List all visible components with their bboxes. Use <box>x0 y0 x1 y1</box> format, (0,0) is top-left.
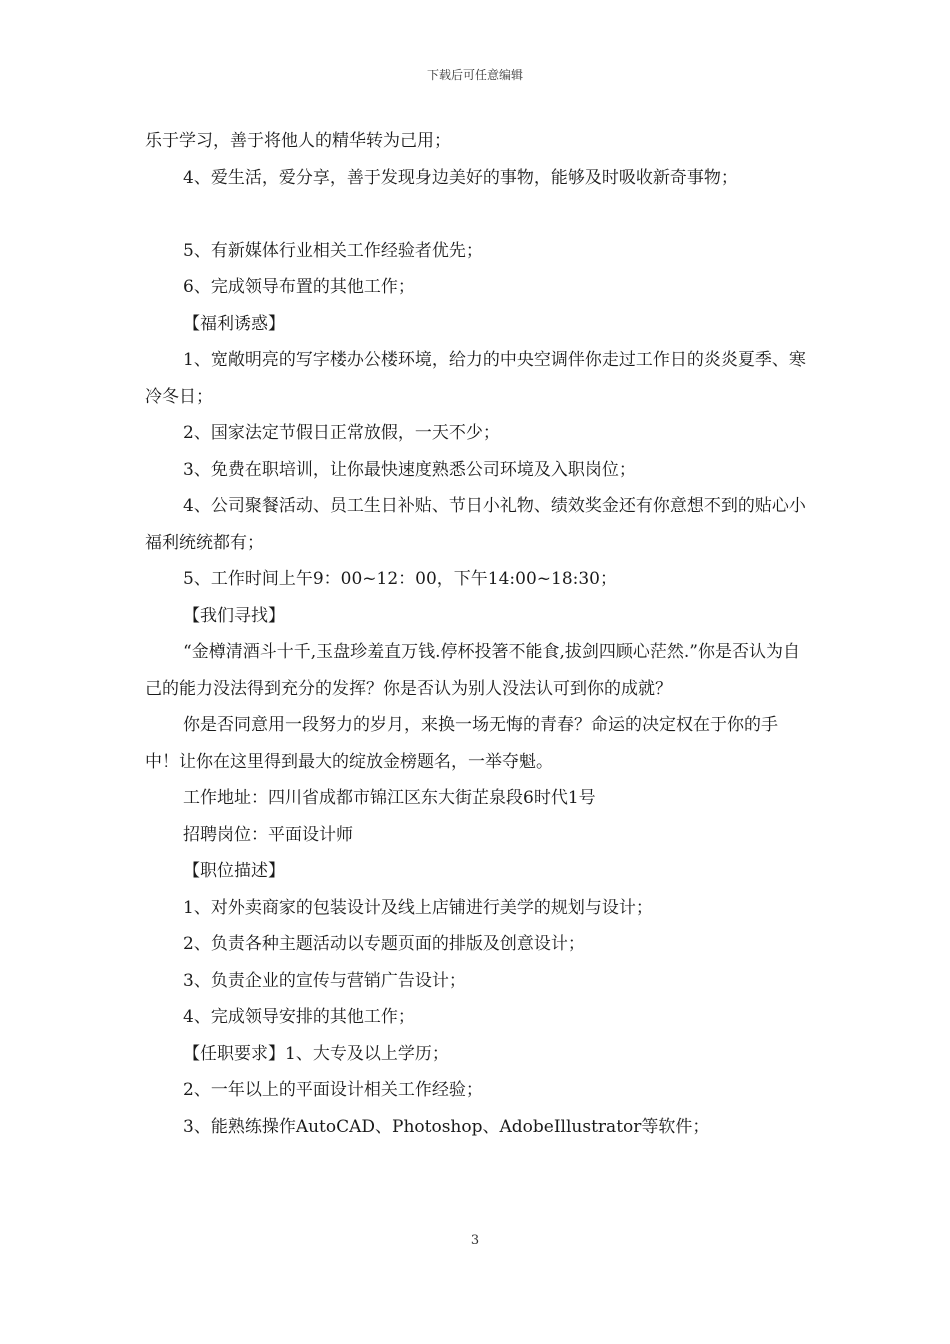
paragraph: 3、能熟练操作AutoCAD、Photoshop、AdobeIllustrator等软件； <box>183 1116 710 1137</box>
paragraph: 5、工作时间上午9：00~12：00，下午14:00~18:30； <box>183 569 617 589</box>
document-body <box>145 123 810 1145</box>
paragraph: 2、国家法定节假日正常放假，一天不少； <box>183 423 500 443</box>
job-position: 招聘岗位：平面设计师 <box>183 824 353 845</box>
section-heading-job-description: 【职位描述】 <box>183 861 285 881</box>
paragraph: 6、完成领导布置的其他工作； <box>183 277 415 297</box>
paragraph: 4、完成领导安排的其他工作； <box>183 1007 415 1027</box>
paragraph: 乐于学习，善于将他人的精华转为己用； <box>145 131 451 151</box>
paragraph: 2、负责各种主题活动以专题页面的排版及创意设计； <box>183 934 585 954</box>
work-address: 工作地址：四川省成都市锦江区东大街芷泉段6时代1号 <box>183 788 596 808</box>
section-heading-we-seek: 【我们寻找】 <box>183 605 285 626</box>
page-header: 下载后可任意编辑 <box>426 68 523 82</box>
paragraph: 2、一年以上的平面设计相关工作经验； <box>183 1080 483 1100</box>
paragraph: 你是否同意用一段努力的岁月，来换一场无悔的青春？命运的决定权在于你的手中！让你在这里得到最大的绽放金榜题名，一举夺魁。 <box>145 715 778 772</box>
paragraph: 1、对外卖商家的包装设计及线上店铺进行美学的规划与设计； <box>183 897 653 918</box>
paragraph: 5、有新媒体行业相关工作经验者优先； <box>183 240 483 261</box>
page-number: 3 <box>470 1233 480 1248</box>
paragraph: 4、爱生活，爱分享，善于发现身边美好的事物，能够及时吸收新奇事物； <box>183 167 738 188</box>
paragraph: 3、负责企业的宣传与营销广告设计； <box>183 970 466 991</box>
blank-line <box>145 196 810 233</box>
paragraph: “金樽清酒斗十千,玉盘珍羞直万钱.停杯投箸不能食,拔剑四顾心茫然.”你是否认为自己的能力没法得到充分的发挥？你是否认为别人没法认可到你的成就？ <box>145 642 800 699</box>
section-heading-requirements: 【任职要求】1、大专及以上学历； <box>183 1043 449 1064</box>
section-heading-benefits: 【福利诱惑】 <box>183 313 285 334</box>
paragraph: 3、免费在职培训，让你最快速度熟悉公司环境及入职岗位； <box>183 459 636 480</box>
paragraph: 1、宽敞明亮的写字楼办公楼环境，给力的中央空调伴你走过工作日的炎炎夏季、寒冷冬日； <box>145 350 806 407</box>
paragraph: 4、公司聚餐活动、员工生日补贴、节日小礼物、绩效奖金还有你意想不到的贴心小福利统统都有； <box>145 496 806 553</box>
